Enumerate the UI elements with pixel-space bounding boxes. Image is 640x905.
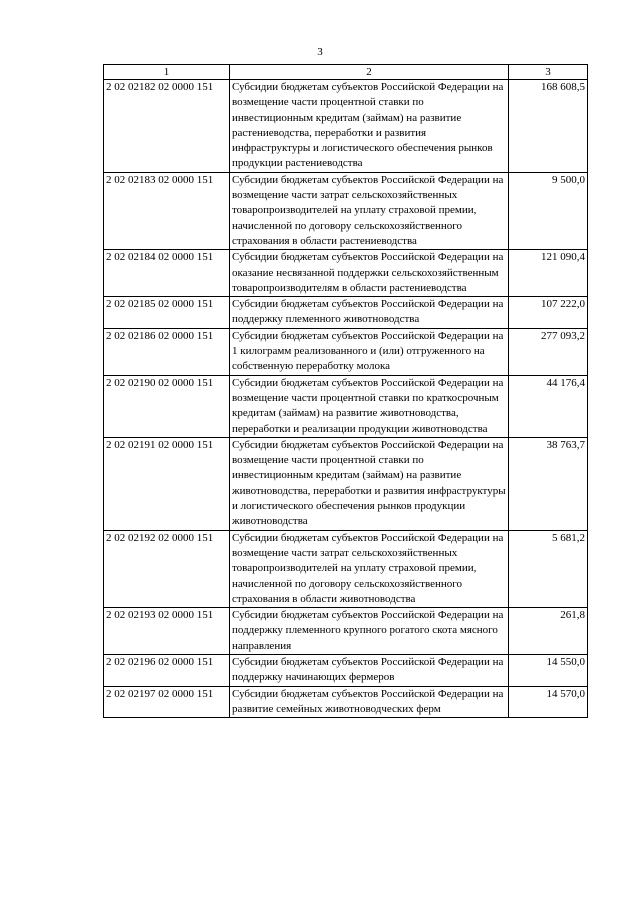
row-amount: 14 550,0 [509,654,588,686]
table-row [104,654,588,686]
header-row [104,65,588,80]
table-row [104,328,588,375]
budget-code: 2 02 02183 02 0000 151 [104,172,230,249]
row-amount: 9 500,0 [509,172,588,249]
table-row [104,250,588,297]
column-header-amount: 3 [509,65,588,80]
table-row [104,297,588,329]
table-row [104,686,588,718]
row-description: Субсидии бюджетам субъектов Российской Федерации на поддержку начинающих фермеров [230,654,509,686]
table-row [104,172,588,249]
table-header [104,65,588,80]
table-row [104,375,588,437]
row-amount: 277 093,2 [509,328,588,375]
row-description: Субсидии бюджетам субъектов Российской Федерации на возмещение части процентной ставки по краткосрочным кредитам (займам) на развитие животноводства, переработки и реализации продукции животноводства [230,375,509,437]
row-description: Субсидии бюджетам субъектов Российской Федерации на оказание несвязанной поддержки сельскохозяйственным товаропроизводителям в области растениеводства [230,250,509,297]
row-amount: 168 608,5 [509,80,588,173]
row-description: Субсидии бюджетам субъектов Российской Федерации на поддержку племенного крупного рогатого скота мясного направления [230,608,509,655]
row-description: Субсидии бюджетам субъектов Российской Федерации на возмещение части затрат сельскохозяйственных товаропроизводителей на уплату страховой премии, начисленной по договору сельскохозяйственного страхования в области растениеводства [230,172,509,249]
row-amount: 121 090,4 [509,250,588,297]
budget-code: 2 02 02190 02 0000 151 [104,375,230,437]
row-description: Субсидии бюджетам субъектов Российской Федерации на возмещение части затрат сельскохозяйственных товаропроизводителей на уплату страховой премии, начисленной по договору сельскохозяйственного страхования в области животноводства [230,530,509,607]
budget-code: 2 02 02191 02 0000 151 [104,437,230,530]
row-amount: 14 570,0 [509,686,588,718]
row-description: Субсидии бюджетам субъектов Российской Федерации на возмещение части процентной ставки по инвестиционным кредитам (займам) на развитие растениеводства, переработки и развития инфраструктуры и логистического обеспечения рынков продукции растениеводства [230,80,509,173]
row-amount: 5 681,2 [509,530,588,607]
budget-code: 2 02 02185 02 0000 151 [104,297,230,329]
column-header-code: 1 [104,65,230,80]
budget-table [103,64,588,718]
table-row [104,437,588,530]
row-description: Субсидии бюджетам субъектов Российской Федерации на развитие семейных животноводческих ферм [230,686,509,718]
budget-code: 2 02 02192 02 0000 151 [104,530,230,607]
row-amount: 261,8 [509,608,588,655]
budget-code: 2 02 02193 02 0000 151 [104,608,230,655]
row-amount: 44 176,4 [509,375,588,437]
budget-code: 2 02 02197 02 0000 151 [104,686,230,718]
budget-code: 2 02 02182 02 0000 151 [104,80,230,173]
page-number: 3 [317,46,323,58]
row-description: Субсидии бюджетам субъектов Российской Федерации на поддержку племенного животноводства [230,297,509,329]
budget-code: 2 02 02196 02 0000 151 [104,654,230,686]
table-row [104,80,588,173]
row-amount: 38 763,7 [509,437,588,530]
budget-code: 2 02 02184 02 0000 151 [104,250,230,297]
table-body [104,80,588,718]
row-description: Субсидии бюджетам субъектов Российской Федерации на возмещение части процентной ставки по инвестиционным кредитам (займам) на развитие животноводства, переработки и развития инфраструктуры и логистического обеспечения рынков продукции животноводства [230,437,509,530]
budget-code: 2 02 02186 02 0000 151 [104,328,230,375]
table-row [104,608,588,655]
column-header-description: 2 [230,65,509,80]
row-amount: 107 222,0 [509,297,588,329]
table-row [104,530,588,607]
row-description: Субсидии бюджетам субъектов Российской Федерации на 1 килограмм реализованного и (или) отгруженного на собственную переработку молока [230,328,509,375]
